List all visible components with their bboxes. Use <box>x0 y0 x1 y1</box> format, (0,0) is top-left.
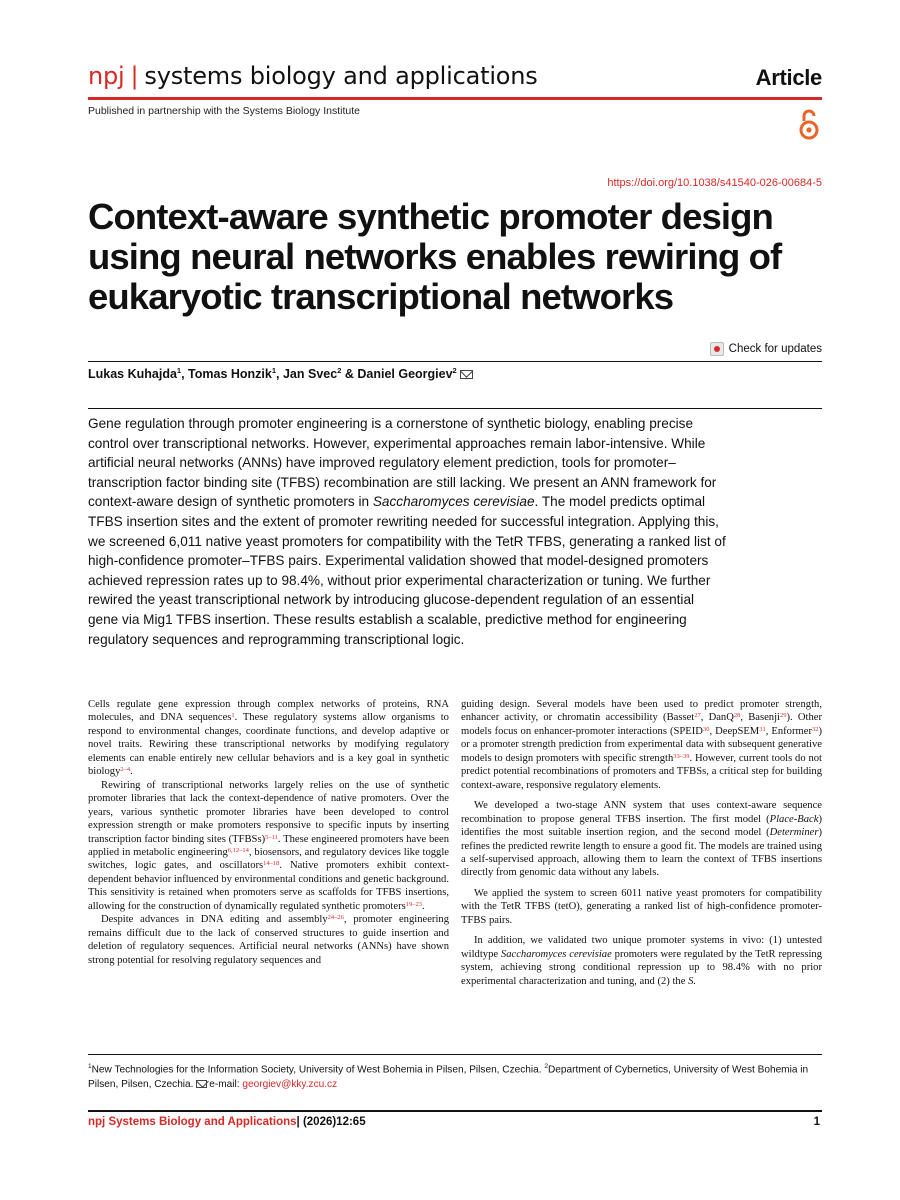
citation[interactable]: 30 <box>702 725 710 733</box>
abstract <box>88 414 728 649</box>
paragraph-text: . However, current tools do not predict potential recombinations of promoters and TFBSs, a critical step for building context-aware, responsive regulatory elements. <box>461 752 823 791</box>
authors-top-rule <box>88 361 822 362</box>
paragraph <box>88 779 449 914</box>
paragraph-text: , promoter engineering remains difficult due to the lack of conserved structures to guide insertion and deletion of regulatory sequences. Artificial neural networks (ANNs) have shown strong potential for resolving regulatory sequences and <box>88 914 449 966</box>
email-label: e-mail: <box>209 1079 243 1091</box>
footer-volume: | (2026)12:65 <box>296 1116 366 1128</box>
paragraph-text: Despite advances in DNA editing and assembly <box>101 914 328 926</box>
footer-rule <box>88 1110 822 1112</box>
page-number: 1 <box>813 1116 820 1128</box>
author-list <box>88 366 473 381</box>
abstract-species: Saccharomyces cerevisiae <box>372 494 535 510</box>
paragraph-text: . <box>130 766 133 778</box>
paragraph <box>461 934 822 988</box>
mail-icon[interactable] <box>460 370 473 379</box>
abstract-text: . The model predicts optimal TFBS insertion sites and the extent of promoter rewriting needed for successful integration. Applying this, we screened 6,011 native yeast promoters for compatibility with the TetR TFBS, generating a ranked list of high-confidence promoter–TFBS pairs. Experimental validation showed that model-designed promoters achieved repression rates up to 98.4%, without prior experimental characterization or tuning. We further rewired the yeast transcriptional network by introducing glucose-dependent regulation of an essential gene via Mig1 TFBS insertion. These results establish a scalable, predictive method for engineering regulatory sequences and reprogramming transcriptional logic. <box>88 494 726 647</box>
citation[interactable]: 28 <box>733 712 741 720</box>
author-affiliation: 1 <box>271 366 277 375</box>
paragraph-text: promoters were regulated by the TetR repressing system, achieving strong conditional repression up to 98.4% with no prior experimental characterization and tuning, and (2) the <box>461 948 822 987</box>
email-link[interactable]: georgiev@kky.zcu.cz <box>242 1079 338 1091</box>
journal-title: systems biology and applications <box>144 62 538 90</box>
paragraph-text: , Enformer <box>765 725 812 737</box>
paragraph-text: In addition, we validated two unique promoter systems in vivo: (1) untested wildtype <box>461 935 822 960</box>
check-updates-label: Check for updates <box>728 343 822 355</box>
abstract-text: Gene regulation through promoter engineering is a cornerstone of synthetic biology, enabling precise control over transcriptional networks. However, experimental approaches remain labor-intensive. While artificial neural networks (ANNs) have improved regulatory element prediction, tools for promoter–transcription factor binding site (TFBS) recombination are still lacking. We present an ANN framework for context-aware design of synthetic promoters in <box>88 416 717 510</box>
footnote-rule <box>88 1054 822 1055</box>
paragraph <box>88 913 449 967</box>
affiliation-marker: 1 <box>88 1063 92 1070</box>
journal-separator: | <box>130 62 139 90</box>
author-affiliation: 2 <box>452 366 457 375</box>
open-access-icon <box>798 107 820 141</box>
citation[interactable]: 31 <box>759 725 766 733</box>
citation[interactable]: 5–11 <box>265 833 278 841</box>
body-left-column <box>88 698 449 967</box>
journal-name <box>88 62 538 90</box>
doi-link[interactable]: https://doi.org/10.1038/s41540-026-00684-5 <box>607 177 822 189</box>
affiliation-marker: 2 <box>544 1063 548 1070</box>
paragraph <box>88 698 449 779</box>
author-separator: , <box>276 367 283 382</box>
citation[interactable]: 29 <box>780 712 787 720</box>
page-title: Context-aware synthetic promoter design using neural networks enables rewiring of eukaryotic transcriptional networks <box>88 196 782 317</box>
species-name: S. <box>688 975 697 987</box>
authors-bottom-rule <box>88 408 822 409</box>
check-updates-button[interactable] <box>710 342 822 356</box>
paragraph-text: , DanQ <box>700 712 734 724</box>
model-name: Place-Back <box>769 813 819 825</box>
paragraph-text: guiding design. Several models have been used to predict promoter strength, enhancer activity, or chromatin accessibility (Basset <box>461 699 822 724</box>
paragraph-text: . Native promoters exhibit context-dependent behavior influenced by environmental conditions and genetic background. This sensitivity is retained when promoters serve as scaffolds for TFBS insertions, allowing for the construction of dynamically regulated synthetic promoters <box>88 860 449 912</box>
paragraph-text: ) identifies the most suitable insertion region, and the second model ( <box>461 813 822 839</box>
paragraph <box>461 799 822 880</box>
paragraph-text: . These regulatory systems allow organisms to respond to environmental changes, coordinate functions, and develop adaptive or novel traits. Rewiring these transcriptional networks by modifying regulatory elements can enable entirely new cellular behaviors and is a key goal in synthetic biology <box>88 712 449 778</box>
paragraph: We applied the system to screen 6011 native yeast promoters for compatibility with the TetR TFBS (tetO), generating a ranked list of high-confidence promoter-TFBS pairs. <box>461 887 822 926</box>
citation[interactable]: 27 <box>694 712 701 720</box>
paragraph-text: Rewiring of transcriptional networks largely relies on the use of synthetic promoter libraries that lack the context-dependence of native promoters. Over the years, various synthetic promoter libraries have been developed to control expression strength or make promoters responsive to specific inputs by inserting transcription factor binding sites (TFBSs) <box>88 779 449 845</box>
partner-text: Published in partnership with the Systems Biology Institute <box>88 105 360 117</box>
citation[interactable]: 1 <box>231 712 235 720</box>
body-right-column <box>461 698 822 988</box>
header-rule <box>88 97 822 100</box>
footer-journal[interactable]: npj Systems Biology and Applications <box>88 1116 297 1128</box>
paragraph-text: , biosensors, and regulatory devices like toggle switches, logic gates, and oscillators <box>88 846 449 872</box>
mail-icon <box>196 1080 207 1088</box>
citation[interactable]: 2–4 <box>120 766 131 774</box>
author-separator: , <box>181 367 189 382</box>
footer-citation <box>88 1116 366 1128</box>
species-name: Saccharomyces cerevisiae <box>500 948 612 960</box>
paragraph-text: , DeepSEM <box>709 725 760 737</box>
author-affiliation: 1 <box>176 366 182 375</box>
paragraph-text: Cells regulate gene expression through complex networks of proteins, RNA molecules, and DNA sequences <box>88 699 449 724</box>
author-affiliation: 2 <box>337 366 342 375</box>
paragraph-text: , Basenji <box>740 712 780 724</box>
paragraph-text: We developed a two-stage ANN system that uses context-aware sequence recombination to propose general TFBS insertion. The first model ( <box>461 800 822 825</box>
citation[interactable]: 6,12–14 <box>227 846 249 854</box>
citation[interactable]: 33–39 <box>673 752 690 760</box>
affiliation-text: New Technologies for the Information Society, University of West Bohemia in Pilsen, Pilsen, Czechia. <box>91 1064 545 1076</box>
citation[interactable]: 32 <box>811 725 819 733</box>
author-name[interactable]: Lukas Kuhajda <box>88 367 177 382</box>
check-updates-icon <box>710 342 724 356</box>
paragraph-text: . <box>421 900 425 912</box>
paragraph-text: ) or a promoter strength prediction from experimental data with subsequent generative models to design promoters with specific strength <box>461 725 823 764</box>
paragraph-text: ). Other models focus on enhancer-promoter interactions (SPEID <box>461 712 822 737</box>
paragraph-text: . These engineered promoters have been applied in metabolic engineering <box>88 833 449 858</box>
citation[interactable]: 14–18 <box>263 860 280 868</box>
paragraph-text: ) refines the predicted rewrite length to ensure a good fit. The models are trained using a self-supervised approach, allowing them to learn the context of TFBS insertions directly from genomic data without any labels. <box>461 827 822 879</box>
affiliation-text: Department of Cybernetics, University of West Bohemia in Pilsen, Pilsen, Czechia. <box>88 1064 809 1091</box>
model-name: Determiner <box>769 827 819 839</box>
affiliations-footnote <box>88 1059 823 1092</box>
article-type: Article <box>755 65 822 90</box>
author-name[interactable]: Tomas Honzik <box>188 367 272 382</box>
paragraph <box>461 698 822 792</box>
journal-prefix: npj <box>88 62 125 90</box>
author-name[interactable]: Daniel Georgiev <box>357 367 453 382</box>
citation[interactable]: 19–23 <box>405 900 422 908</box>
author-separator: & <box>341 367 358 382</box>
citation[interactable]: 24–26 <box>327 914 344 922</box>
author-name[interactable]: Jan Svec <box>282 367 338 382</box>
